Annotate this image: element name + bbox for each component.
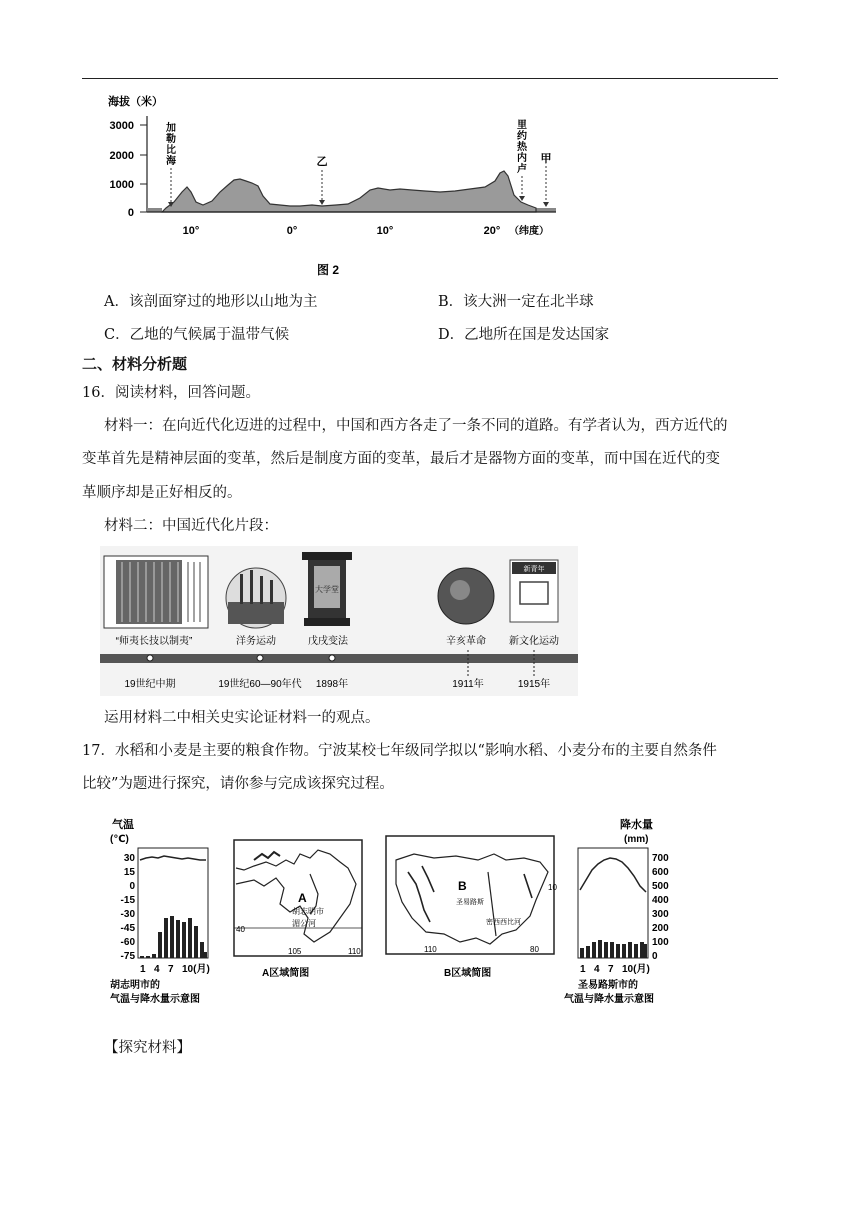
profile-y-tick: 0 (127, 207, 134, 219)
left-y-tick: 15 (123, 867, 135, 878)
timeline-event: 新文化运动 (509, 636, 559, 647)
timeline-event: 辛亥革命 (446, 636, 486, 647)
right-caption: 圣易路斯市的 (578, 980, 638, 991)
map-b-label: B (458, 879, 467, 893)
q16-material1-line: 变革首先是精神层面的变革，然后是制度方面的变革，最后才是器物方面的变革，而中国在近代的变 (82, 451, 720, 467)
left-caption: 胡志明市的 (110, 980, 160, 991)
timeline-date: 19世纪中期 (124, 679, 176, 690)
left-y-tick: 0 (129, 881, 135, 892)
svg-text:里: 里 (517, 120, 527, 131)
right-y-tick: 200 (652, 923, 669, 934)
place-yi: 乙 (316, 156, 328, 168)
climate-maps-figure (104, 814, 680, 1014)
terrain-profile (162, 171, 536, 212)
map-a-lon: 110 (348, 947, 361, 956)
left-month: 4 (154, 964, 160, 975)
explore-title: 【探究材料】 (104, 1040, 191, 1056)
right-chart-title: 降水量 (620, 819, 653, 831)
q17-stem-line: 17．水稻和小麦是主要的粮食作物。宁波某校七年级同学拟以“影响水稻、小麦分布的主要自然条件 (82, 743, 717, 759)
map-a-caption: A区域简图 (262, 968, 310, 979)
left-month: 1 (140, 964, 146, 975)
map-a-lat: 40 (236, 925, 245, 934)
option-d[interactable]: D．乙地所在国是发达国家 (438, 327, 610, 343)
timeline-date: 1915年 (517, 679, 551, 690)
map-b-caption: B区域简图 (444, 968, 492, 979)
option-a[interactable]: A．该剖面穿过的地形以山地为主 (104, 294, 318, 310)
left-y-tick: -30 (120, 909, 135, 920)
section-title: 二、材料分析题 (82, 355, 188, 373)
profile-y-tick: 2000 (109, 150, 134, 162)
map-b-lon: 110 (424, 945, 437, 954)
right-y-tick: 0 (652, 951, 658, 962)
timeline-date: 1898年 (315, 679, 349, 690)
place-jia: 甲 (540, 153, 552, 165)
map-a-label: A (298, 891, 307, 905)
timeline-event: 洋务运动 (236, 636, 276, 647)
profile-y-tick: 3000 (109, 120, 134, 132)
map-a-river: 湄公河 (292, 919, 316, 928)
option-b[interactable]: B．该大洲一定在北半球 (438, 294, 594, 310)
modernization-timeline (100, 546, 578, 696)
left-month: 10(月) (182, 964, 210, 975)
q16-material1-line: 革顺序却是正好相反的。 (82, 485, 242, 501)
svg-text:卢: 卢 (517, 164, 527, 175)
map-a-city: 胡志明市 (292, 907, 324, 916)
right-caption: 气温与降水量示意图 (564, 994, 654, 1005)
right-y-tick: 500 (652, 881, 669, 892)
map-b-lat: 10 (548, 883, 557, 892)
svg-text:勒: 勒 (166, 134, 176, 145)
timeline-date: 19世纪60—90年代 (218, 679, 302, 690)
right-y-tick: 400 (652, 895, 669, 906)
timeline-date: 1911年 (452, 679, 484, 690)
profile-x-tick: 20° (483, 225, 501, 237)
svg-text:海: 海 (166, 156, 176, 167)
profile-x-tick: 10° (376, 225, 394, 237)
magazine-title: 新青年 (523, 566, 545, 573)
plaque-text: 大学堂 (315, 585, 339, 594)
profile-x-tick: 10° (182, 225, 200, 237)
map-a-lon: 105 (288, 947, 302, 956)
left-y-tick: -60 (120, 937, 135, 948)
svg-text:热: 热 (517, 142, 527, 153)
map-b-river: 密西西比河 (486, 919, 521, 926)
right-y-tick: 100 (652, 937, 669, 948)
map-b-city: 圣易路斯 (456, 899, 484, 906)
option-c[interactable]: C．乙地的气候属于温带气候 (104, 327, 290, 343)
q16-stem: 16．阅读材料，回答问题。 (82, 385, 260, 401)
right-y-tick: 600 (652, 867, 669, 878)
right-chart-unit: (mm) (624, 834, 649, 845)
profile-caption: 图 2 (317, 263, 340, 277)
left-caption: 气温与降水量示意图 (110, 994, 200, 1005)
header-rule (82, 78, 778, 79)
right-month: 1 (580, 964, 586, 975)
q16-material1-line: 材料一：在向近代化迈进的过程中，中国和西方各走了一条不同的道路。有学者认为，西方近代的 (104, 418, 728, 434)
timeline-event: 戊戌变法 (308, 636, 348, 647)
q17-stem-line: 比较”为题进行探究，请你参与完成该探究过程。 (82, 776, 394, 792)
left-y-tick: 30 (123, 853, 135, 864)
right-month: 4 (594, 964, 600, 975)
svg-text:约: 约 (517, 131, 527, 142)
terrain-profile-figure (100, 88, 570, 280)
svg-text:比: 比 (166, 145, 176, 156)
right-month: 7 (608, 964, 614, 975)
left-chart-title: 气温 (112, 819, 134, 831)
left-month: 7 (168, 964, 174, 975)
place-caribbean-1: 加 (166, 123, 176, 134)
left-y-tick: -45 (120, 923, 135, 934)
right-y-tick: 300 (652, 909, 669, 920)
left-y-tick: -75 (120, 951, 135, 962)
profile-x-unit: （纬度） (509, 226, 549, 237)
q16-material2: 材料二：中国近代化片段： (104, 518, 278, 534)
profile-y-title: 海拔（米） (108, 96, 163, 108)
left-chart-unit: (℃) (110, 834, 129, 845)
profile-x-tick: 0° (286, 225, 298, 237)
right-y-tick: 700 (652, 853, 669, 864)
timeline-event: “师夷长技以制夷” (115, 636, 193, 647)
svg-text:内: 内 (517, 153, 527, 164)
right-month: 10(月) (622, 964, 650, 975)
map-b-lon: 80 (530, 945, 539, 954)
q16-task: 运用材料二中相关史实论证材料一的观点。 (104, 710, 380, 726)
profile-y-tick: 1000 (109, 179, 134, 191)
left-y-tick: -15 (120, 895, 135, 906)
